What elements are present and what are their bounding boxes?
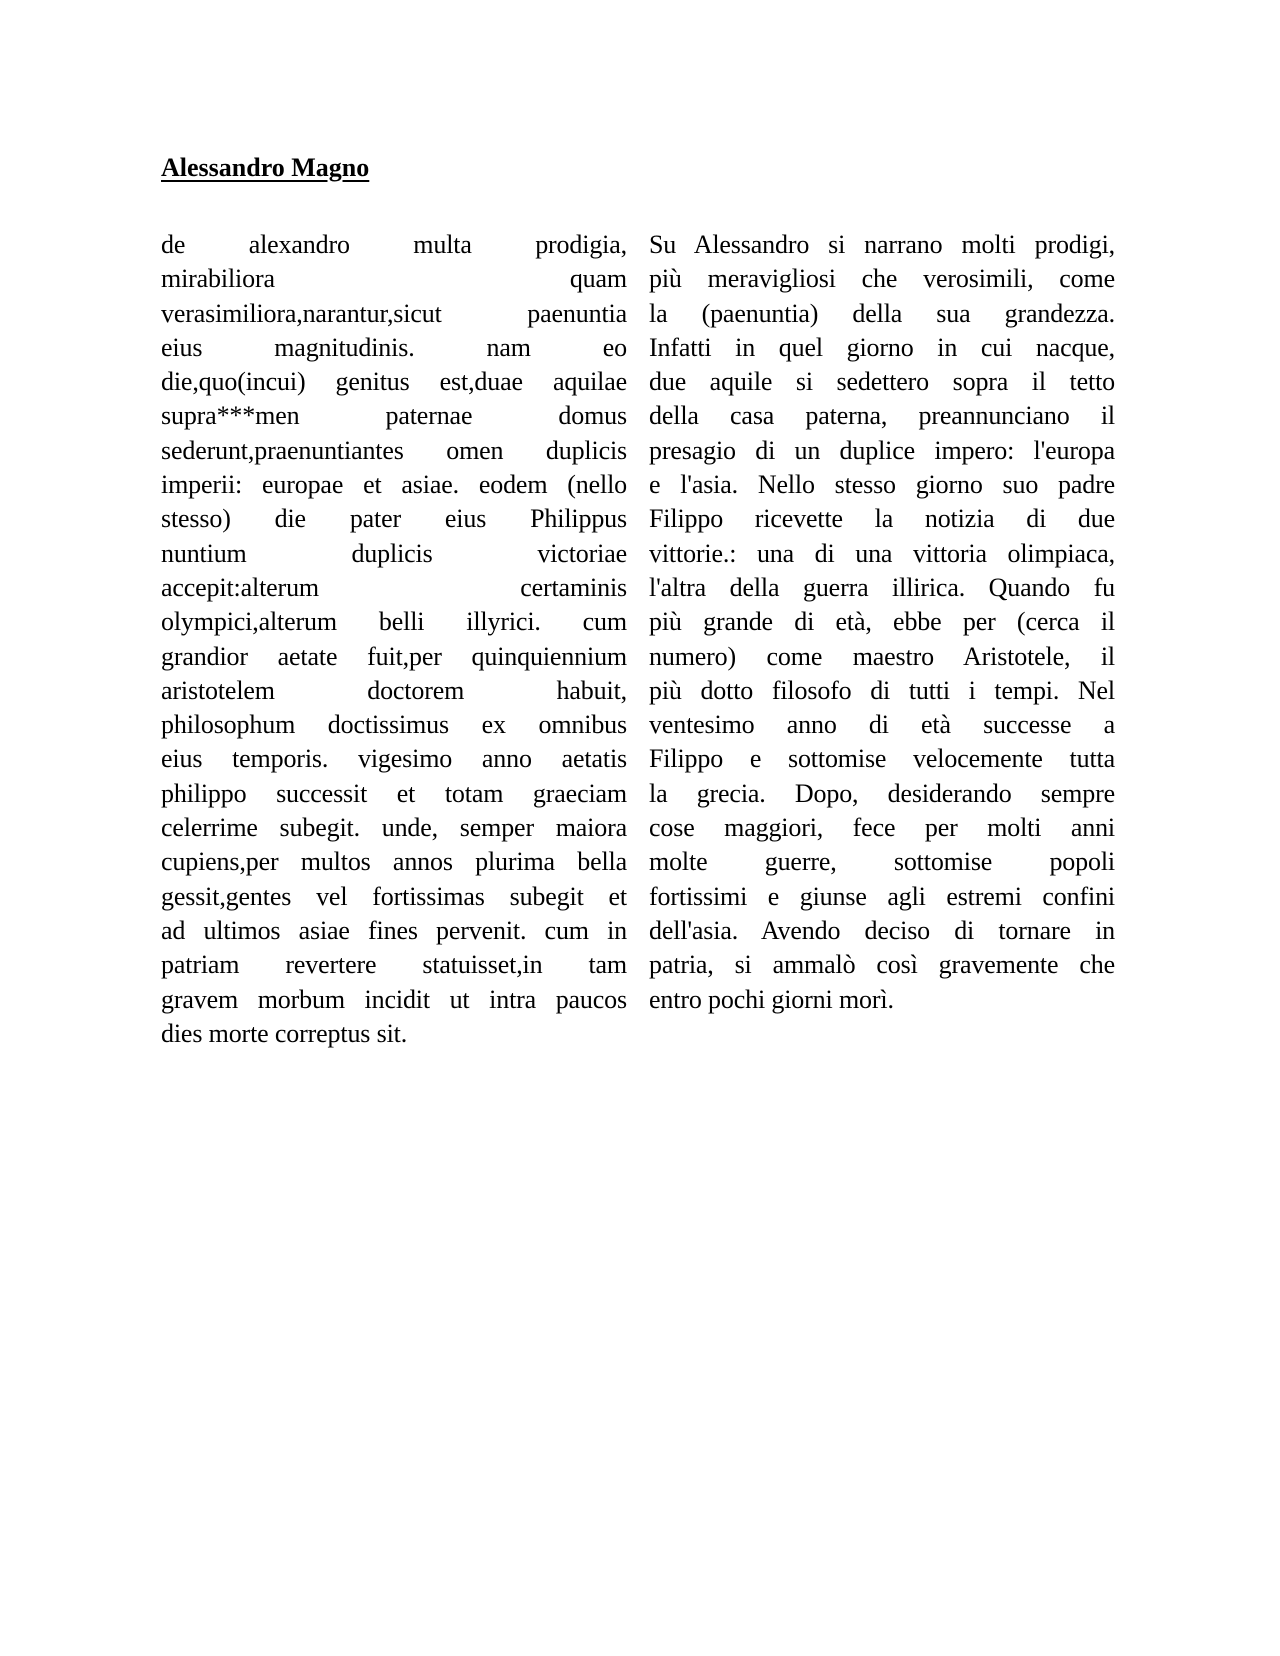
latin-text-line: olympici,alterum belli illyrici. cum (161, 607, 627, 637)
italian-text-line: Filippo e sottomise velocemente tutta (649, 744, 1115, 774)
latin-text-line: mirabiliora quam (161, 264, 627, 294)
italian-text-line: Su Alessandro si narrano molti prodigi, (649, 230, 1115, 259)
italian-text-line: dell'asia. Avendo deciso di tornare in (649, 915, 1115, 945)
latin-text-line: de alexandro multa prodigia, (161, 230, 627, 259)
latin-text-line: sederunt,praenuntiantes omen duplicis (161, 435, 627, 465)
italian-text-line: più dotto filosofo di tutti i tempi. Nel (649, 675, 1115, 705)
latin-text-line: gessit,gentes vel fortissimas subegit et (161, 881, 627, 911)
italian-translation-column (649, 228, 1115, 1017)
latin-text-line: supra***men paternae domus (161, 401, 627, 431)
italian-text-line: Infatti in quel giorno in cui nacque, (649, 332, 1115, 362)
latin-text-line: gravem morbum incidit ut intra paucos (161, 984, 627, 1014)
latin-text-line: aristotelem doctorem habuit, (161, 675, 627, 705)
latin-text-line: eius magnitudinis. nam eo (161, 332, 627, 362)
document-title: Alessandro Magno (161, 153, 370, 182)
italian-text-line: numero) come maestro Aristotele, il (649, 641, 1115, 671)
italian-text-line: più grande di età, ebbe per (cerca il (649, 607, 1115, 637)
italian-text-line: la grecia. Dopo, desiderando sempre (649, 778, 1115, 808)
italian-text-line: cose maggiori, fece per molti anni (649, 813, 1115, 843)
italian-text-line: presagio di un duplice impero: l'europa (649, 435, 1115, 465)
latin-text-line: celerrime subegit. unde, semper maiora (161, 813, 627, 843)
italian-text-line: e l'asia. Nello stesso giorno suo padre (649, 470, 1115, 500)
latin-text-line: accepit:alterum certaminis (161, 572, 627, 602)
latin-text-line: patriam revertere statuisset,in tam (161, 950, 627, 980)
italian-text-line: patria, si ammalò così gravemente che (649, 950, 1115, 980)
latin-text-line: ad ultimos asiae fines pervenit. cum in (161, 915, 627, 945)
italian-text-line: due aquile si sedettero sopra il tetto (649, 367, 1115, 397)
italian-text-line: fortissimi e giunse agli estremi confini (649, 881, 1115, 911)
italian-text-line: l'altra della guerra illirica. Quando fu (649, 572, 1115, 602)
italian-text-line: Filippo ricevette la notizia di due (649, 504, 1115, 534)
italian-text-line: più meravigliosi che verosimili, come (649, 264, 1115, 294)
latin-text-line: cupiens,per multos annos plurima bella (161, 847, 627, 877)
latin-text-line: philippo successit et totam graeciam (161, 778, 627, 808)
italian-text-line: entro pochi giorni morì. (649, 984, 894, 1014)
latin-text-line: die,quo(incui) genitus est,duae aquilae (161, 367, 627, 397)
latin-text-line: verasimiliora,narantur,sicut paenuntia (161, 298, 627, 328)
latin-text-line: imperii: europae et asiae. eodem (nello (161, 470, 627, 500)
italian-text-line: ventesimo anno di età successe a (649, 710, 1115, 740)
italian-text-line: della casa paterna, preannunciano il (649, 401, 1115, 431)
latin-text-line: nuntium duplicis victoriae (161, 538, 627, 568)
latin-text-line: philosophum doctissimus ex omnibus (161, 710, 627, 740)
italian-text-line: la (paenuntia) della sua grandezza. (649, 298, 1115, 328)
latin-text-line: eius temporis. vigesimo anno aetatis (161, 744, 627, 774)
latin-text-line: grandior aetate fuit,per quinquiennium (161, 641, 627, 671)
latin-text-column (161, 228, 627, 1051)
latin-text-line: stesso) die pater eius Philippus (161, 504, 627, 534)
latin-text-line: dies morte correptus sit. (161, 1018, 408, 1048)
italian-text-line: vittorie.: una di una vittoria olimpiaca, (649, 538, 1115, 568)
italian-text-line: molte guerre, sottomise popoli (649, 847, 1115, 877)
